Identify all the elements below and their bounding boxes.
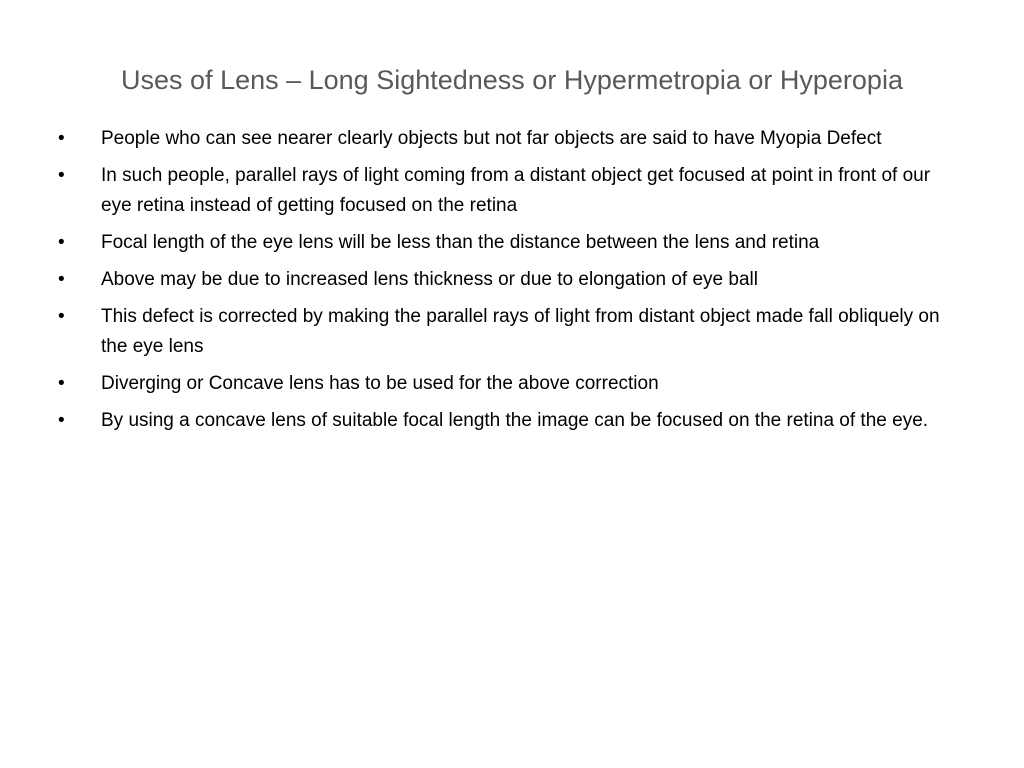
bullet-dot-icon: • (58, 128, 65, 149)
bullet-item (58, 228, 948, 258)
bullet-dot-icon: • (58, 165, 65, 186)
bullet-item (58, 265, 948, 295)
bullet-item (58, 369, 948, 399)
bullet-dot-icon: • (58, 232, 65, 253)
bullet-item (58, 406, 948, 436)
bullet-item (58, 124, 948, 154)
bullet-dot-icon: • (58, 373, 65, 394)
bullet-dot-icon: • (58, 306, 65, 327)
bullet-text: Diverging or Concave lens has to be used for the above correction (101, 373, 659, 394)
bullet-text: People who can see nearer clearly objects but not far objects are said to have Myopia Defect (101, 128, 882, 149)
bullet-dot-icon: • (58, 410, 65, 431)
bullet-dot-icon: • (58, 269, 65, 290)
bullet-list (58, 124, 948, 443)
bullet-text: By using a concave lens of suitable focal length the image can be focused on the retina of the eye. (101, 410, 929, 431)
bullet-text: Focal length of the eye lens will be less than the distance between the lens and retina (101, 232, 820, 253)
bullet-text: This defect is corrected by making the parallel rays of light from distant object made fall obliquely on the eye lens (101, 306, 940, 357)
bullet-text: In such people, parallel rays of light coming from a distant object get focused at point in front of our eye retina instead of getting focused on the retina (101, 165, 931, 216)
slide-title: Uses of Lens – Long Sightedness or Hypermetropia or Hyperopia (121, 65, 903, 95)
bullet-item (58, 302, 948, 362)
bullet-item (58, 161, 948, 221)
bullet-text: Above may be due to increased lens thickness or due to elongation of eye ball (101, 269, 758, 290)
